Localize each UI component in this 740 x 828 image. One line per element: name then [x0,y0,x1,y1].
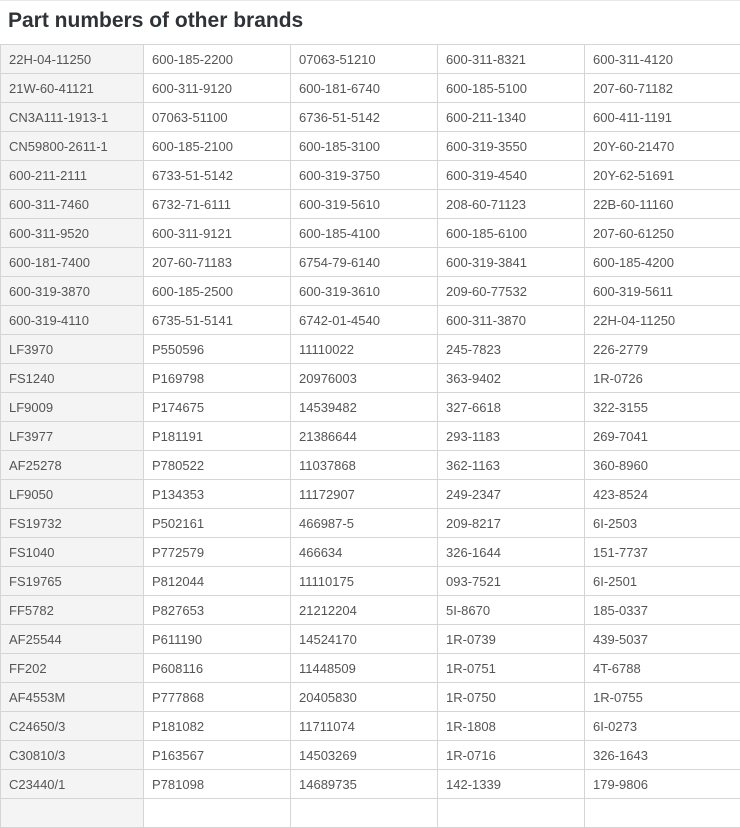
part-number-cell: C23440/1 [1,770,144,799]
part-number-cell: P777868 [144,683,291,712]
part-number-cell: 326-1644 [438,538,585,567]
table-row [1,161,740,190]
part-number-cell: 22H-04-11250 [585,306,740,335]
part-number-cell: 6736-51-5142 [291,103,438,132]
part-number-cell: 11448509 [291,654,438,683]
part-number-cell: 22H-04-11250 [1,45,144,74]
part-number-cell: 600-185-2500 [144,277,291,306]
part-number-cell: 093-7521 [438,567,585,596]
part-number-cell: P611190 [144,625,291,654]
table-row [1,509,740,538]
table-row [1,480,740,509]
table-row [1,364,740,393]
part-number-cell: 14524170 [291,625,438,654]
part-number-cell: 6754-79-6140 [291,248,438,277]
part-number-cell: 1R-0726 [585,364,740,393]
part-number-cell: 11110022 [291,335,438,364]
part-number-cell: 207-60-71182 [585,74,740,103]
table-row [1,132,740,161]
part-number-cell: 07063-51210 [291,45,438,74]
part-number-cell: P608116 [144,654,291,683]
part-number-cell: P827653 [144,596,291,625]
part-number-cell: 600-311-3870 [438,306,585,335]
table-body [1,45,740,828]
part-number-cell: 600-319-5610 [291,190,438,219]
part-number-cell: 6732-71-6111 [144,190,291,219]
part-number-cell: 360-8960 [585,451,740,480]
part-number-cell: 600-319-3870 [1,277,144,306]
part-number-cell: P169798 [144,364,291,393]
part-number-cell: 600-311-8321 [438,45,585,74]
part-number-cell-empty [585,799,740,828]
part-number-cell: 5I-8670 [438,596,585,625]
part-number-cell: 151-7737 [585,538,740,567]
part-number-cell: AF4553M [1,683,144,712]
part-number-cell: 600-211-2111 [1,161,144,190]
table-row [1,770,740,799]
part-number-cell: 466987-5 [291,509,438,538]
part-number-cell: 11172907 [291,480,438,509]
part-number-cell: AF25544 [1,625,144,654]
part-number-cell: C24650/3 [1,712,144,741]
part-number-cell: P781098 [144,770,291,799]
table-row [1,596,740,625]
part-number-cell: 249-2347 [438,480,585,509]
part-number-cell: 209-8217 [438,509,585,538]
part-number-cell: 600-311-4120 [585,45,740,74]
part-number-cell: 600-319-4540 [438,161,585,190]
part-number-cell: 600-311-7460 [1,190,144,219]
part-number-cell: 322-3155 [585,393,740,422]
part-numbers-page [0,1,740,828]
part-number-cell: 1R-0739 [438,625,585,654]
part-number-cell: 20Y-62-51691 [585,161,740,190]
part-number-cell: P502161 [144,509,291,538]
part-number-cell: 600-311-9520 [1,219,144,248]
table-row [1,248,740,277]
part-number-cell: 600-181-7400 [1,248,144,277]
part-number-cell: 1R-1808 [438,712,585,741]
part-number-cell: 1R-0751 [438,654,585,683]
part-number-cell: P772579 [144,538,291,567]
part-number-cell: 363-9402 [438,364,585,393]
part-number-cell: 21212204 [291,596,438,625]
part-number-cell-empty [438,799,585,828]
table-row [1,422,740,451]
part-number-cell: 600-181-6740 [291,74,438,103]
part-number-cell: 20976003 [291,364,438,393]
part-number-cell: 11110175 [291,567,438,596]
part-number-cell: 22B-60-11160 [585,190,740,219]
part-number-cell: LF3970 [1,335,144,364]
part-number-cell: 14689735 [291,770,438,799]
part-number-cell: P181082 [144,712,291,741]
part-number-cell: FS1240 [1,364,144,393]
table-row [1,683,740,712]
part-number-cell: 600-311-9120 [144,74,291,103]
table-row [1,741,740,770]
part-number-cell: 6733-51-5142 [144,161,291,190]
part-number-cell: LF3977 [1,422,144,451]
part-number-cell: 4T-6788 [585,654,740,683]
table-row-partial [1,799,740,828]
part-number-cell: C30810/3 [1,741,144,770]
part-number-cell: 600-185-4200 [585,248,740,277]
part-number-cell: 14539482 [291,393,438,422]
part-number-cell: CN3A111-1913-1 [1,103,144,132]
part-number-cell: 327-6618 [438,393,585,422]
part-number-cell: P163567 [144,741,291,770]
part-number-cell: 6735-51-5141 [144,306,291,335]
part-number-cell: 226-2779 [585,335,740,364]
part-number-cell: 6I-2501 [585,567,740,596]
part-number-cell: 21W-60-41121 [1,74,144,103]
part-number-cell: 600-411-1191 [585,103,740,132]
part-number-cell: 6I-2503 [585,509,740,538]
part-number-cell: LF9009 [1,393,144,422]
part-numbers-table [0,44,740,828]
part-number-cell-empty [1,799,144,828]
table-row [1,712,740,741]
part-number-cell: 207-60-61250 [585,219,740,248]
part-number-cell: 600-319-4110 [1,306,144,335]
table-row [1,393,740,422]
part-number-cell: 600-185-2100 [144,132,291,161]
part-number-cell: 207-60-71183 [144,248,291,277]
part-number-cell: 185-0337 [585,596,740,625]
part-number-cell: AF25278 [1,451,144,480]
part-number-cell: 600-185-6100 [438,219,585,248]
table-row [1,625,740,654]
part-number-cell: 21386644 [291,422,438,451]
table-row [1,190,740,219]
part-number-cell: 466634 [291,538,438,567]
part-number-cell: 600-185-4100 [291,219,438,248]
part-number-cell: 600-319-3550 [438,132,585,161]
part-number-cell: LF9050 [1,480,144,509]
part-number-cell: 600-185-5100 [438,74,585,103]
part-number-cell: CN59800-2611-1 [1,132,144,161]
part-number-cell: 245-7823 [438,335,585,364]
part-number-cell: 326-1643 [585,741,740,770]
part-number-cell: 20405830 [291,683,438,712]
table-row [1,567,740,596]
part-number-cell: 269-7041 [585,422,740,451]
part-number-cell: 600-185-3100 [291,132,438,161]
part-number-cell: P134353 [144,480,291,509]
part-number-cell: 1R-0750 [438,683,585,712]
part-number-cell: 179-9806 [585,770,740,799]
part-number-cell: P174675 [144,393,291,422]
part-number-cell-empty [291,799,438,828]
part-number-cell: P550596 [144,335,291,364]
part-number-cell: 209-60-77532 [438,277,585,306]
part-number-cell: 142-1339 [438,770,585,799]
part-number-cell: 293-1183 [438,422,585,451]
part-number-cell: 20Y-60-21470 [585,132,740,161]
table-row [1,45,740,74]
part-number-cell: 439-5037 [585,625,740,654]
table-row [1,335,740,364]
part-number-cell-empty [144,799,291,828]
part-number-cell: 423-8524 [585,480,740,509]
table-row [1,451,740,480]
part-number-cell: P181191 [144,422,291,451]
part-number-cell: 11711074 [291,712,438,741]
part-number-cell: 600-319-3841 [438,248,585,277]
part-number-cell: 11037868 [291,451,438,480]
table-row [1,74,740,103]
part-number-cell: 600-319-3750 [291,161,438,190]
part-number-cell: FF202 [1,654,144,683]
part-number-cell: 1R-0755 [585,683,740,712]
part-number-cell: 600-211-1340 [438,103,585,132]
part-number-cell: 362-1163 [438,451,585,480]
part-number-cell: P780522 [144,451,291,480]
part-number-cell: 6742-01-4540 [291,306,438,335]
part-number-cell: 600-311-9121 [144,219,291,248]
part-number-cell: FF5782 [1,596,144,625]
table-row [1,538,740,567]
table-row [1,103,740,132]
part-number-cell: 1R-0716 [438,741,585,770]
table-row [1,219,740,248]
part-number-cell: 600-319-3610 [291,277,438,306]
part-number-cell: 6I-0273 [585,712,740,741]
part-number-cell: 600-319-5611 [585,277,740,306]
part-number-cell: FS19732 [1,509,144,538]
table-row [1,654,740,683]
page-title: Part numbers of other brands [0,1,740,44]
part-number-cell: FS1040 [1,538,144,567]
part-number-cell: P812044 [144,567,291,596]
part-number-cell: 208-60-71123 [438,190,585,219]
table-row [1,277,740,306]
part-number-cell: FS19765 [1,567,144,596]
part-number-cell: 07063-51100 [144,103,291,132]
part-number-cell: 14503269 [291,741,438,770]
table-row [1,306,740,335]
part-number-cell: 600-185-2200 [144,45,291,74]
